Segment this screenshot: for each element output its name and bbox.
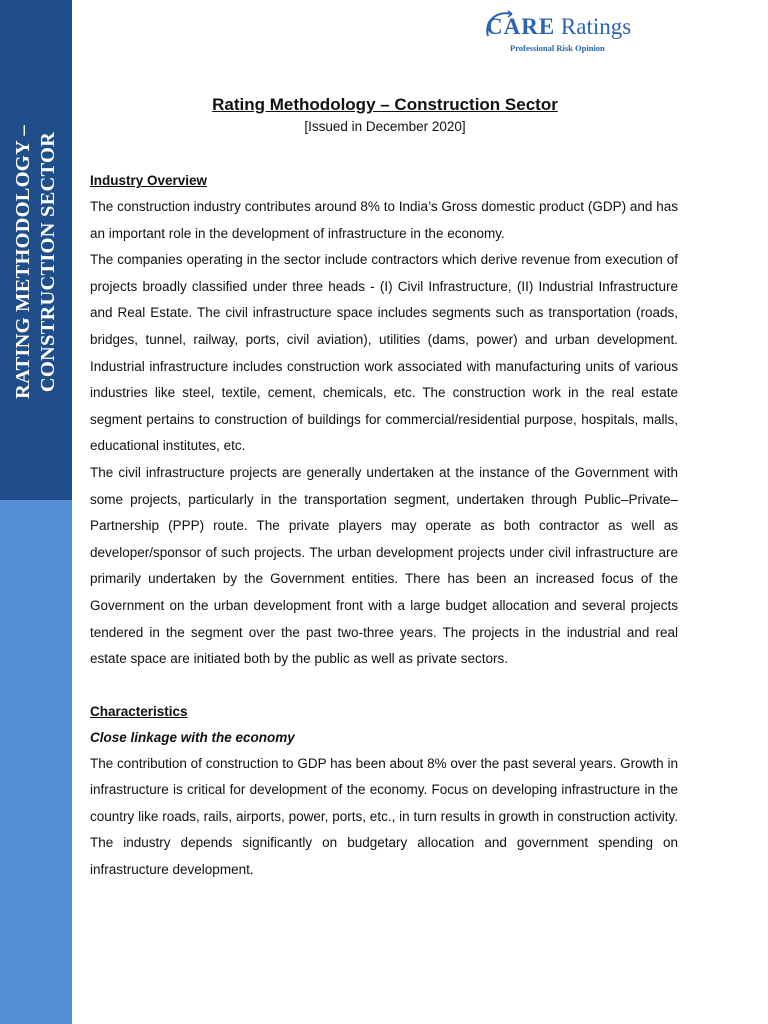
overview-paragraph-2: The companies operating in the sector include contractors which derive revenue from execution of projects broadly classified under three heads - (I) Civil Infrastructure, (II) Industrial Infrastructure and Real Estate. The civil infrastructure space includes segments such as transportation (roads, bridges, tunnel, railway, ports, civil aviation), utilities (dams, power) and urban development. Industrial infrastructure includes construction work associated with manufacturing units of various industries like steel, textile, cement, chemicals, etc. The construction work in the real estate segment pertains to construction of buildings for commercial/residential purpose, hospitals, malls, educational institutes, etc. xyxy=(90,252,678,454)
sidebar-title-line-2: CONSTRUCTION SECTOR xyxy=(37,131,59,393)
care-ratings-logo xyxy=(486,12,631,58)
section-spacer xyxy=(90,673,678,699)
document-title: Rating Methodology – Construction Sector xyxy=(212,95,558,114)
overview-paragraph-1: The construction industry contributes around 8% to India’s Gross domestic product (GDP) and has an important role in the development of infrastructure in the economy. xyxy=(90,199,678,241)
overview-paragraph-3: The civil infrastructure projects are generally undertaken at the instance of the Government with some projects, particularly in the transportation segment, undertaken through Public–Private–Partnership (PPP) route. The private players may operate as both contractor as well as developer/sponsor of such projects. The urban development projects under civil infrastructure are primarily undertaken by the Government entities. There has been an increased focus of the Government on the urban development front with a large budget allocation and several projects tendered in the segment over the past two-three years. The projects in the industrial and real estate space are initiated both by the public as well as private sectors. xyxy=(90,464,678,667)
issue-date: [Issued in December 2020] xyxy=(304,119,466,134)
logo-brand: CARE xyxy=(486,14,556,39)
characteristics-paragraph-1: The contribution of construction to GDP has been about 8% over the past several years. Growth in infrastructure is critical for development of the economy. Focus on developing infrastructure in the country like roads, rails, airports, power, ports, etc., in turn results in growth in construction activity. The industry depends significantly on budgetary allocation and government spending on infrastructure development. xyxy=(90,755,678,878)
logo-word: Ratings xyxy=(560,14,632,39)
section-heading-industry-overview: Industry Overview xyxy=(90,173,208,188)
document-body xyxy=(90,168,678,884)
logo-wordmark xyxy=(486,12,631,42)
logo-tagline: Professional Risk Opinion xyxy=(510,43,605,53)
sidebar-title-line-1: RATING METHODOLOGY – xyxy=(12,125,34,399)
sidebar-vertical-title xyxy=(11,125,61,399)
subheading-close-linkage: Close linkage with the economy xyxy=(90,729,295,745)
section-heading-characteristics: Characteristics xyxy=(90,703,188,719)
sidebar-band-light xyxy=(0,500,72,1024)
